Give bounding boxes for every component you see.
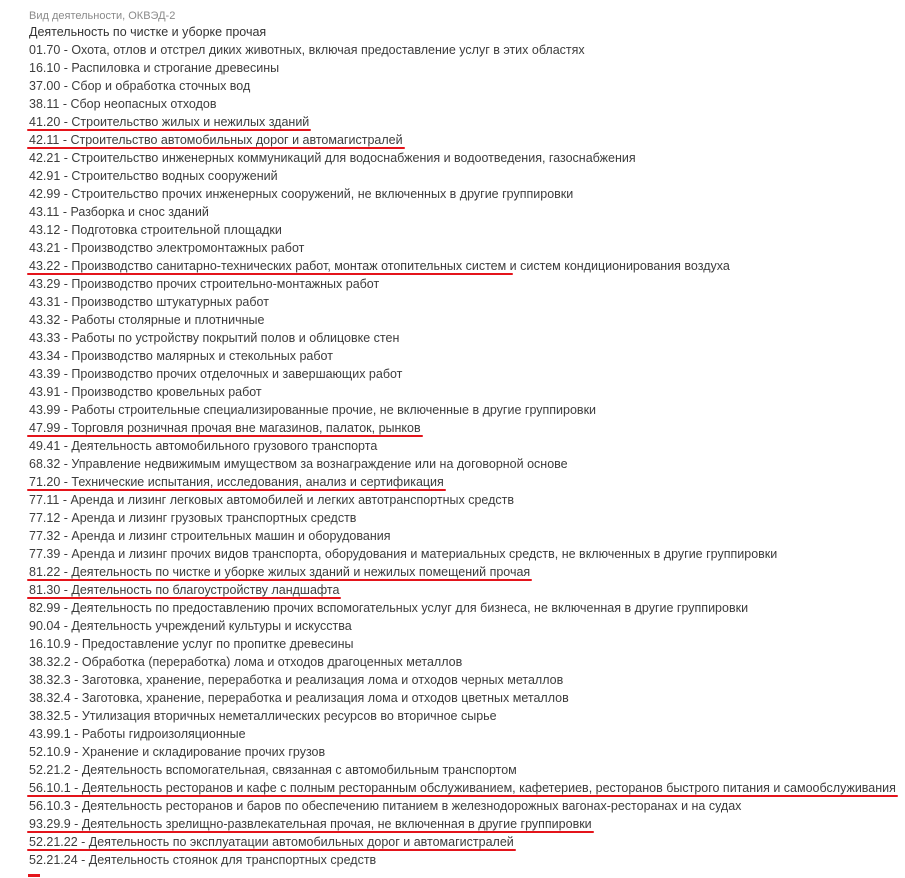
activity-item xyxy=(29,132,896,150)
activity-text: 77.11 - Аренда и лизинг легковых автомобилей и легких автотранспортных средств xyxy=(29,493,514,507)
activity-text: 38.11 - Сбор неопасных отходов xyxy=(29,97,217,111)
activity-text: 43.99 - Работы строительные специализированные прочие, не включенные в другие группировки xyxy=(29,403,597,417)
activity-item xyxy=(29,600,896,618)
red-underline-mark xyxy=(27,795,898,797)
activity-text: 68.32 - Управление недвижимым имуществом за вознаграждение или на договорной основе xyxy=(29,457,568,471)
activity-item xyxy=(29,636,896,654)
activity-item xyxy=(29,690,896,708)
activity-text: 38.32.5 - Утилизация вторичных неметаллических ресурсов во вторичное сырье xyxy=(29,709,497,723)
activity-text: 43.11 - Разборка и снос зданий xyxy=(29,205,209,219)
activity-item xyxy=(29,672,896,690)
red-underline-mark xyxy=(27,129,311,131)
activity-item xyxy=(29,474,896,492)
activity-text: 43.31 - Производство штукатурных работ xyxy=(29,295,269,309)
activity-item xyxy=(29,492,896,510)
red-underline-mark xyxy=(27,831,594,833)
activity-text: 43.99.1 - Работы гидроизоляционные xyxy=(29,727,246,741)
red-underline-mark xyxy=(27,849,516,851)
activity-item xyxy=(29,78,896,96)
activity-text: 43.34 - Производство малярных и стекольных работ xyxy=(29,349,333,363)
activity-text: 01.70 - Охота, отлов и отстрел диких животных, включая предоставление услуг в этих областях xyxy=(29,43,585,57)
activity-item xyxy=(29,852,896,870)
activity-text: 43.12 - Подготовка строительной площадки xyxy=(29,223,282,237)
activity-item xyxy=(29,60,896,78)
activity-item xyxy=(29,258,896,276)
activity-item xyxy=(29,240,896,258)
activity-text: 77.32 - Аренда и лизинг строительных машин и оборудования xyxy=(29,529,391,543)
activity-item xyxy=(29,366,896,384)
activity-item xyxy=(29,744,896,762)
activity-text: 42.11 - Строительство автомобильных дорог и автомагистралей xyxy=(29,133,403,147)
activity-text: 38.32.4 - Заготовка, хранение, переработка и реализация лома и отходов цветных металлов xyxy=(29,691,569,705)
activity-text: 56.10.1 - Деятельность ресторанов и кафе с полным ресторанным обслуживанием, кафетериев, ресторанов быстрого питания и самообслуживания xyxy=(29,781,896,795)
activity-item xyxy=(29,456,896,474)
activity-text: 42.91 - Строительство водных сооружений xyxy=(29,169,278,183)
activity-text: 42.21 - Строительство инженерных коммуникаций для водоснабжения и водоотведения, газоснабжения xyxy=(29,151,636,165)
activity-text: 38.32.3 - Заготовка, хранение, переработка и реализация лома и отходов черных металлов xyxy=(29,673,564,687)
red-underline-mark xyxy=(27,147,405,149)
activity-item xyxy=(29,834,896,852)
activity-item xyxy=(29,438,896,456)
activity-item xyxy=(29,114,896,132)
activity-item xyxy=(29,564,896,582)
activity-item xyxy=(29,384,896,402)
red-underline-mark xyxy=(27,579,532,581)
activity-text: 52.21.22 - Деятельность по эксплуатации автомобильных дорог и автомагистралей xyxy=(29,835,514,849)
activity-item xyxy=(29,816,896,834)
activity-item xyxy=(29,780,896,798)
activity-item xyxy=(29,726,896,744)
activity-list xyxy=(29,42,896,870)
activity-item xyxy=(29,330,896,348)
activity-text: 38.32.2 - Обработка (переработка) лома и отходов драгоценных металлов xyxy=(29,655,463,669)
activity-text: 56.10.3 - Деятельность ресторанов и баров по обеспечению питанием в железнодорожных вагонах-ресторанах и на судах xyxy=(29,799,742,813)
activity-item xyxy=(29,168,896,186)
section-header: Вид деятельности, ОКВЭД-2 xyxy=(29,10,176,22)
activity-text: 81.22 - Деятельность по чистке и уборке жилых зданий и нежилых помещений прочая xyxy=(29,565,531,579)
activity-text: 52.21.2 - Деятельность вспомогательная, связанная с автомобильным транспортом xyxy=(29,763,517,777)
red-underline-mark xyxy=(27,273,513,275)
activity-text: 42.99 - Строительство прочих инженерных сооружений, не включенных в другие группировки xyxy=(29,187,574,201)
activity-text: 93.29.9 - Деятельность зрелищно-развлекательная прочая, не включенная в другие группировки xyxy=(29,817,592,831)
activity-text: 43.39 - Производство прочих отделочных и завершающих работ xyxy=(29,367,403,381)
activity-item xyxy=(29,150,896,168)
activity-item xyxy=(29,654,896,672)
activity-text: 90.04 - Деятельность учреждений культуры и искусства xyxy=(29,619,352,633)
red-underline-mark xyxy=(27,489,446,491)
red-underline-mark xyxy=(27,597,341,599)
activity-item xyxy=(29,546,896,564)
activity-item xyxy=(29,222,896,240)
activity-item xyxy=(29,42,896,60)
red-pen-mark xyxy=(28,874,40,877)
activity-text: 37.00 - Сбор и обработка сточных вод xyxy=(29,79,251,93)
activity-text: 81.30 - Деятельность по благоустройству ландшафта xyxy=(29,583,340,597)
activity-text: 77.39 - Аренда и лизинг прочих видов транспорта, оборудования и материальных средств, не включенных в другие группировки xyxy=(29,547,778,561)
activity-text: 41.20 - Строительство жилых и нежилых зданий xyxy=(29,115,310,129)
activity-item xyxy=(29,528,896,546)
activity-item xyxy=(29,798,896,816)
activity-item xyxy=(29,510,896,528)
activity-text: 16.10 - Распиловка и строгание древесины xyxy=(29,61,280,75)
activity-item xyxy=(29,312,896,330)
activity-text: 16.10.9 - Предоставление услуг по пропитке древесины xyxy=(29,637,354,651)
main-activity: Деятельность по чистке и уборке прочая xyxy=(29,25,267,39)
activity-text: 43.22 - Производство санитарно-технических работ, монтаж отопительных систем и систем кондиционирования воздуха xyxy=(29,259,730,273)
red-underline-mark xyxy=(27,435,423,437)
activity-item xyxy=(29,276,896,294)
activity-text: 52.10.9 - Хранение и складирование прочих грузов xyxy=(29,745,326,759)
activity-item xyxy=(29,348,896,366)
activity-item xyxy=(29,186,896,204)
activity-text: 43.33 - Работы по устройству покрытий полов и облицовке стен xyxy=(29,331,400,345)
activity-text: 49.41 - Деятельность автомобильного грузового транспорта xyxy=(29,439,378,453)
activity-text: 52.21.24 - Деятельность стоянок для транспортных средств xyxy=(29,853,377,867)
activity-text: 82.99 - Деятельность по предоставлению прочих вспомогательных услуг для бизнеса, не включенная в другие группировки xyxy=(29,601,749,615)
activity-text: 43.21 - Производство электромонтажных работ xyxy=(29,241,305,255)
activity-text: 43.29 - Производство прочих строительно-монтажных работ xyxy=(29,277,380,291)
activity-text: 71.20 - Технические испытания, исследования, анализ и сертификация xyxy=(29,475,444,489)
activity-item xyxy=(29,204,896,222)
activity-text: 43.91 - Производство кровельных работ xyxy=(29,385,262,399)
activity-item xyxy=(29,708,896,726)
activity-text: 77.12 - Аренда и лизинг грузовых транспортных средств xyxy=(29,511,357,525)
activity-item xyxy=(29,420,896,438)
activity-item xyxy=(29,294,896,312)
activity-text: 47.99 - Торговля розничная прочая вне магазинов, палаток, рынков xyxy=(29,421,421,435)
activity-item xyxy=(29,618,896,636)
activity-item xyxy=(29,402,896,420)
activity-item xyxy=(29,96,896,114)
activity-text: 43.32 - Работы столярные и плотничные xyxy=(29,313,265,327)
activity-item xyxy=(29,762,896,780)
activity-item xyxy=(29,582,896,600)
